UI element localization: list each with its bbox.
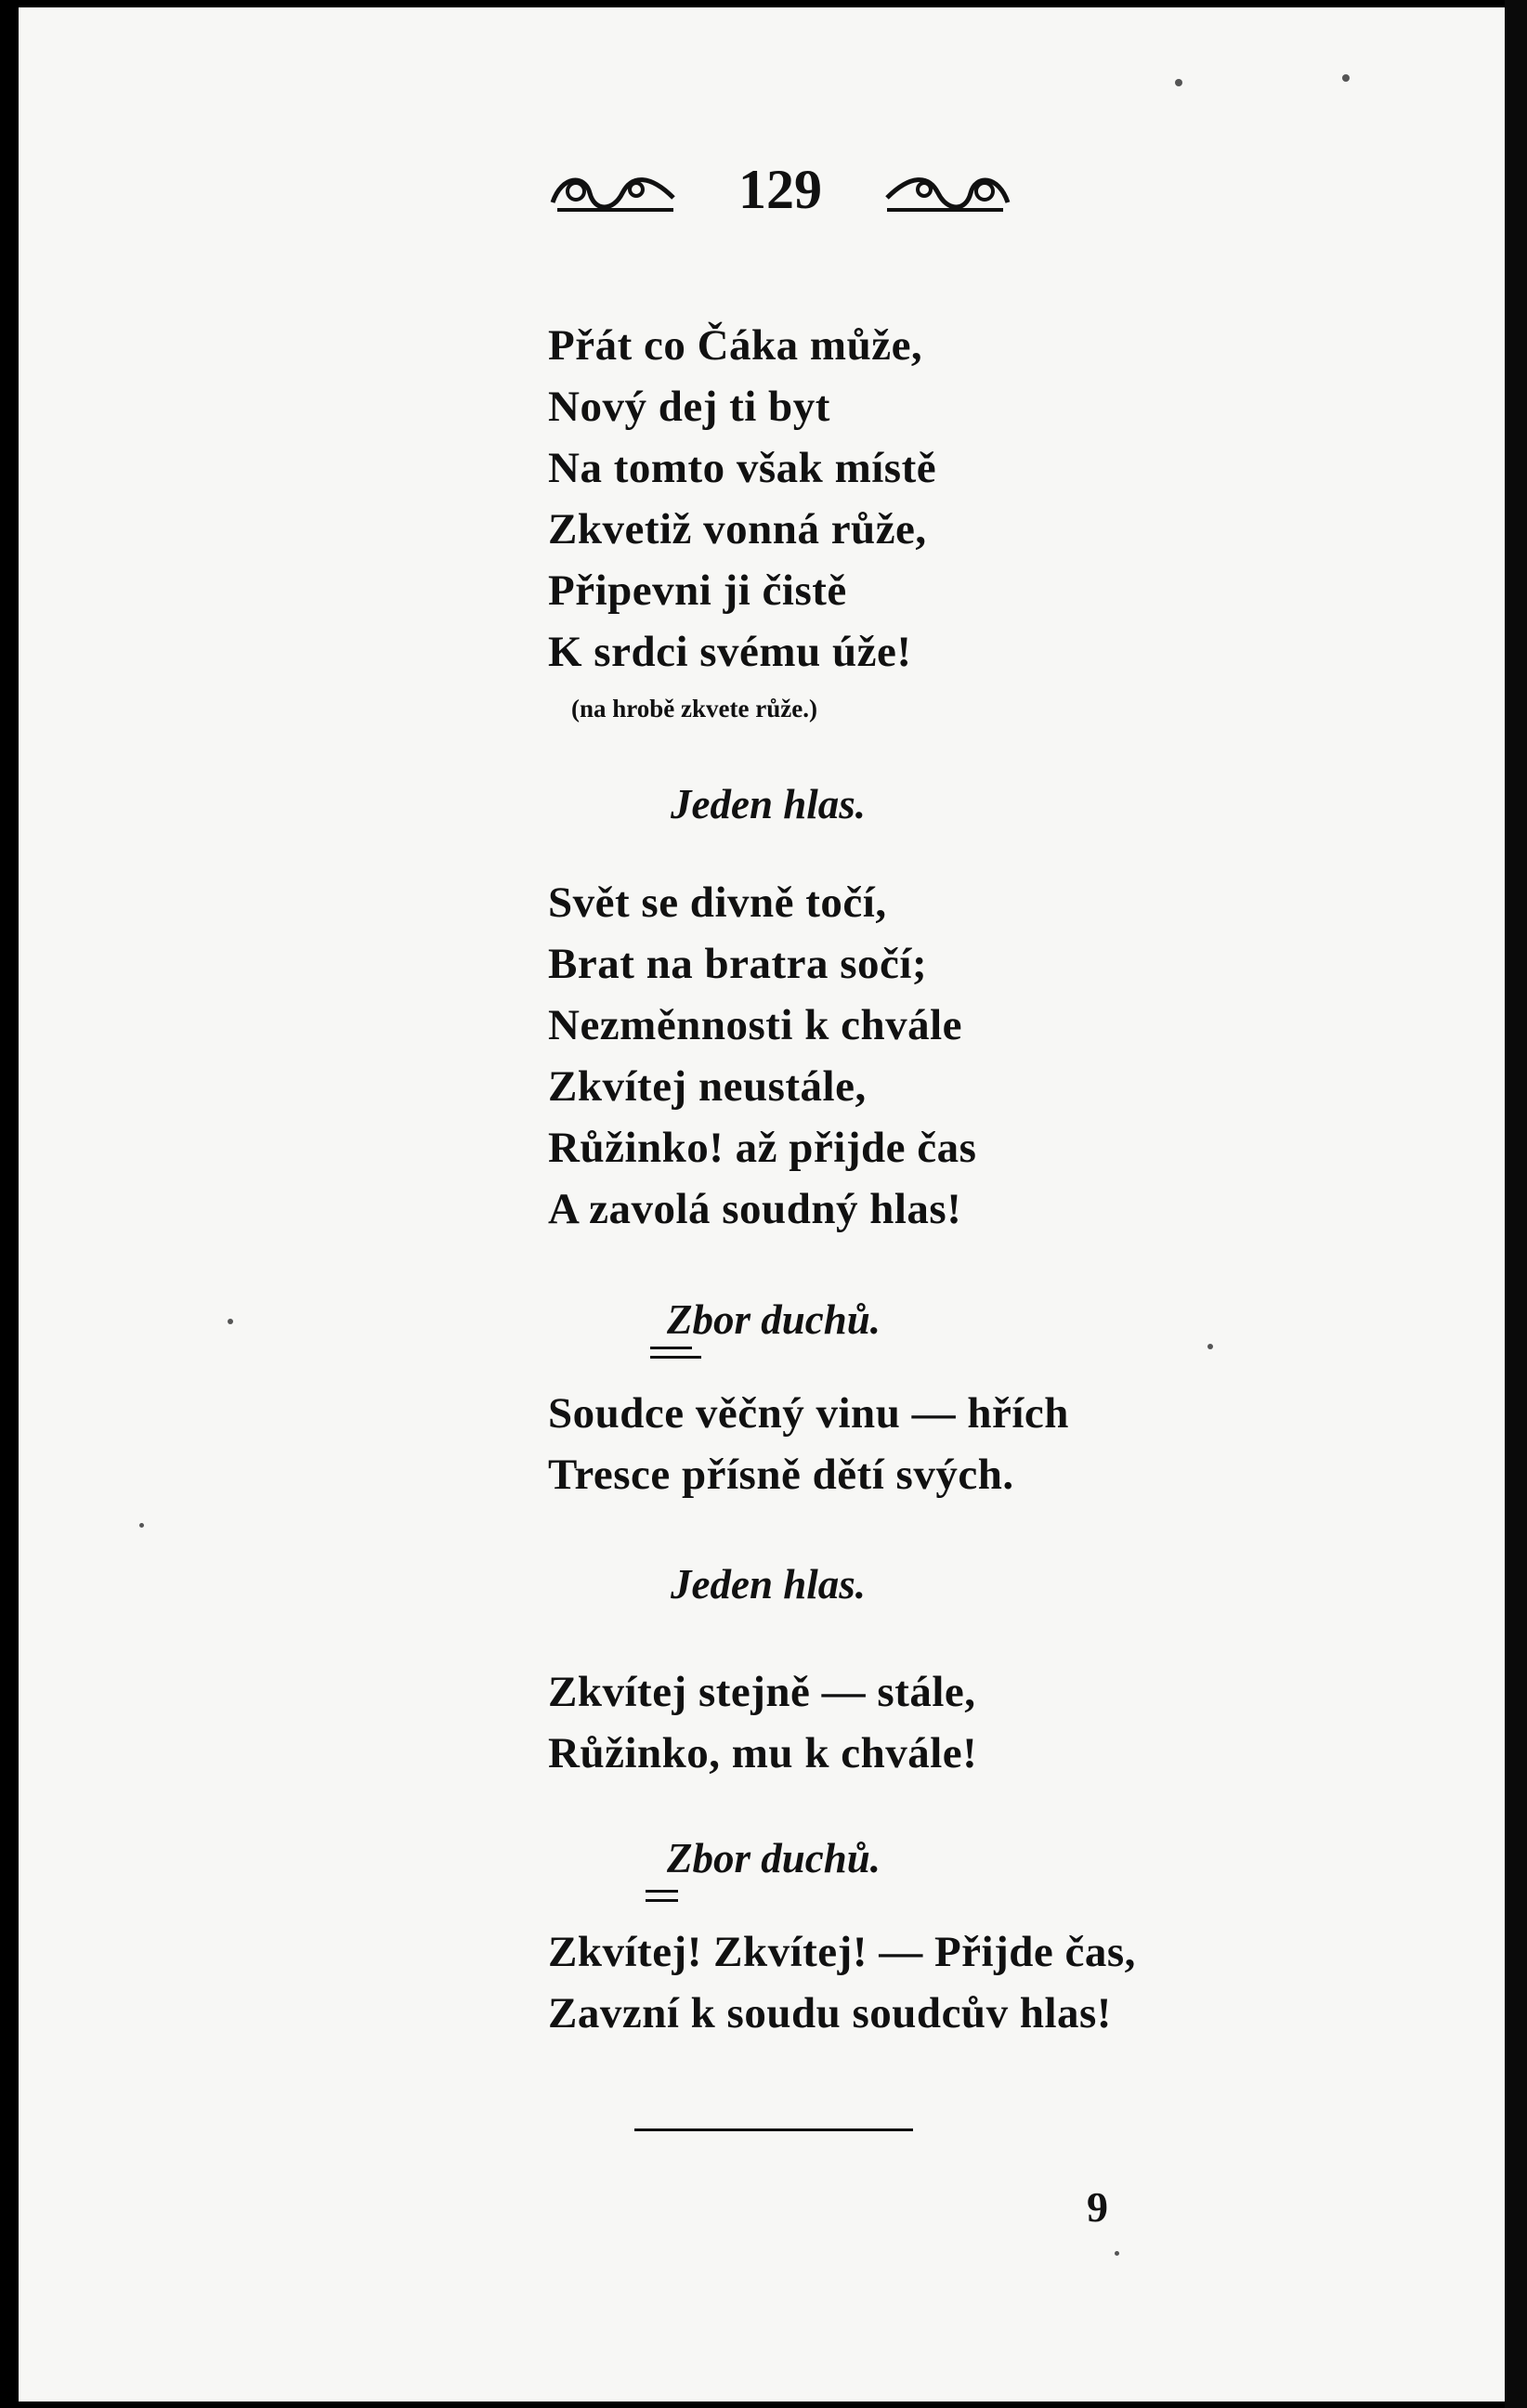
- verse-line: Soudce věčný vinu — hřích: [548, 1389, 1069, 1438]
- verse-line: Na tomto však místě: [548, 444, 937, 492]
- underline-mark: [650, 1356, 701, 1359]
- verse-line: Zkvetiž vonná růže,: [548, 505, 927, 553]
- verse-line: A zavolá soudný hlas!: [548, 1185, 962, 1233]
- page-number: 129: [738, 159, 822, 220]
- underline-mark: [646, 1890, 678, 1893]
- footer-rule: [634, 2128, 913, 2131]
- verse-line: Růžinko! až přijde čas: [548, 1124, 977, 1172]
- print-speck: [228, 1319, 233, 1324]
- speaker-label: Jeden hlas.: [671, 781, 867, 827]
- stage-direction: (na hrobě zkvete růže.): [571, 695, 817, 722]
- verse-line: K srdci svému úže!: [548, 628, 912, 676]
- print-speck: [1175, 79, 1182, 86]
- verse-line: Zkvítej stejně — stále,: [548, 1668, 976, 1716]
- verse-line: Růžinko, mu k chvále!: [548, 1729, 978, 1777]
- ornament-right-icon: [882, 165, 1012, 221]
- speaker-label: Jeden hlas.: [671, 1561, 867, 1608]
- underline-mark: [646, 1899, 678, 1902]
- signature-mark: 9: [1087, 2183, 1108, 2231]
- verse-line: Nezměnnosti k chvále: [548, 1001, 963, 1049]
- speaker-label: Zbor duchů.: [667, 1835, 881, 1881]
- verse-line: Brat na bratra sočí;: [548, 940, 928, 988]
- verse-line: Zkvítej! Zkvítej! — Přijde čas,: [548, 1928, 1136, 1976]
- verse-line: Připevni ji čistě: [548, 566, 847, 615]
- underline-mark: [650, 1347, 692, 1349]
- print-speck: [1342, 74, 1350, 82]
- print-speck: [139, 1523, 144, 1528]
- print-speck: [1115, 2251, 1119, 2256]
- verse-line: Přát co Čáka může,: [548, 321, 923, 370]
- verse-line: Svět se divně točí,: [548, 879, 887, 927]
- verse-line: Zavzní k soudu soudcův hlas!: [548, 1989, 1112, 2037]
- ornament-left-icon: [548, 165, 678, 221]
- print-speck: [1207, 1344, 1213, 1349]
- verse-line: Nový dej ti byt: [548, 383, 830, 431]
- page-edge-shadow: [1505, 0, 1527, 2408]
- verse-line: Tresce přísně dětí svých.: [548, 1451, 1014, 1499]
- speaker-label: Zbor duchů.: [667, 1296, 881, 1343]
- verse-line: Zkvítej neustále,: [548, 1062, 867, 1111]
- page-header: [548, 149, 1012, 241]
